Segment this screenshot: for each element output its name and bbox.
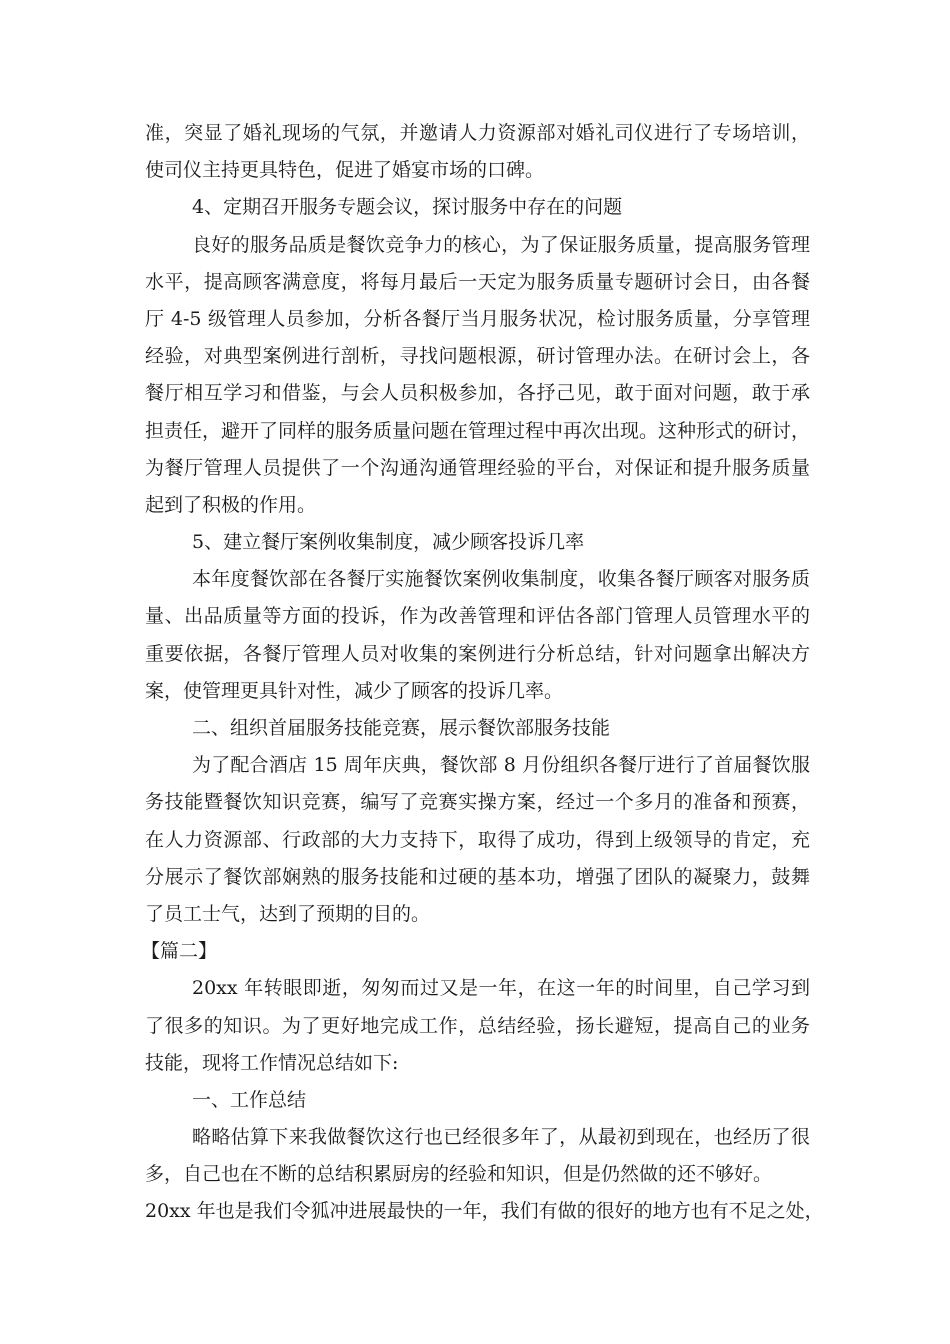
paragraph-first-line: 5、建立餐厅案例收集制度，减少顾客投诉几率 xyxy=(192,531,585,554)
paragraph-first-line: 二、组织首届服务技能竞赛，展示餐饮部服务技能 xyxy=(192,717,611,739)
paragraph-line: 水平，提高顾客满意度，将每月最后一天定为服务质量专题研讨会日，由各餐 xyxy=(145,270,810,293)
paragraph-first-line: 4、定期召开服务专题会议，探讨服务中存在的问题 xyxy=(192,196,623,219)
paragraph-line: 厅 4-5 级管理人员参加，分析各餐厅当月服务状况，检讨服务质量，分享管理 xyxy=(145,307,810,330)
paragraph-line: 分展示了餐饮部娴熟的服务技能和过硬的基本功，增强了团队的凝聚力，鼓舞 xyxy=(145,865,810,888)
section-heading: 【篇二】 xyxy=(141,940,218,963)
paragraph-line: 使司仪主持更具特色，促进了婚宴市场的口碑。 xyxy=(145,159,545,182)
document-page xyxy=(141,115,824,1231)
paragraph-line: 务技能暨餐饮知识竞赛，编写了竞赛实操方案，经过一个多月的准备和预赛， xyxy=(145,791,810,814)
paragraph-line: 案，使管理更具针对性，减少了顾客的投诉几率。 xyxy=(145,679,564,702)
paragraph-line: 技能，现将工作情况总结如下: xyxy=(145,1051,399,1074)
paragraph-line: 了很多的知识。为了更好地完成工作，总结经验，扬长避短，提高自己的业务 xyxy=(145,1014,810,1037)
paragraph-line: 担责任，避开了同样的服务质量问题在管理过程中再次出现。这种形式的研讨， xyxy=(145,419,811,442)
paragraph-first-line: 为了配合酒店 15 周年庆典，餐饮部 8 月份组织各餐厅进行了首届餐饮服 xyxy=(192,754,810,777)
paragraph-first-line: 略略估算下来我做餐饮这行也已经很多年了，从最初到现在，也经历了很 xyxy=(192,1126,810,1149)
paragraph-line: 了员工士气，达到了预期的目的。 xyxy=(145,902,431,925)
paragraph-line: 量、出品质量等方面的投诉，作为改善管理和评估各部门管理人员管理水平的 xyxy=(145,605,810,628)
paragraph-line: 准，突显了婚礼现场的气氛，并邀请人力资源部对婚礼司仪进行了专场培训， xyxy=(145,122,810,144)
paragraph-first-line: 良好的服务品质是餐饮竞争力的核心，为了保证服务质量，提高服务管理 xyxy=(192,233,810,256)
paragraph-line: 起到了积极的作用。 xyxy=(145,493,317,516)
paragraph-line: 重要依据，各餐厅管理人员对收集的案例进行分析总结，针对问题拿出解决方 xyxy=(145,642,810,665)
paragraph-line: 餐厅相互学习和借鉴，与会人员积极参加，各抒己见，敢于面对问题，敢于承 xyxy=(145,382,810,405)
paragraph-line: 20xx 年也是我们令狐冲进展最快的一年，我们有做的很好的地方也有不足之处， xyxy=(145,1200,824,1223)
paragraph-line: 为餐厅管理人员提供了一个沟通沟通管理经验的平台，对保证和提升服务质量 xyxy=(145,456,810,479)
paragraph-first-line: 本年度餐饮部在各餐厅实施餐饮案例收集制度，收集各餐厅顾客对服务质 xyxy=(192,568,810,591)
paragraph-first-line: 一、工作总结 xyxy=(192,1088,307,1111)
paragraph-line: 经验，对典型案例进行剖析，寻找问题根源，研讨管理办法。在研讨会上，各 xyxy=(145,345,810,368)
paragraph-line: 在人力资源部、行政部的大力支持下，取得了成功，得到上级领导的肯定，充 xyxy=(145,828,810,851)
paragraph-first-line: 20xx 年转眼即逝，匆匆而过又是一年，在这一年的时间里，自己学习到 xyxy=(192,977,810,1000)
paragraph-line: 多，自己也在不断的总结积累厨房的经验和知识，但是仍然做的还不够好。 xyxy=(145,1163,773,1186)
